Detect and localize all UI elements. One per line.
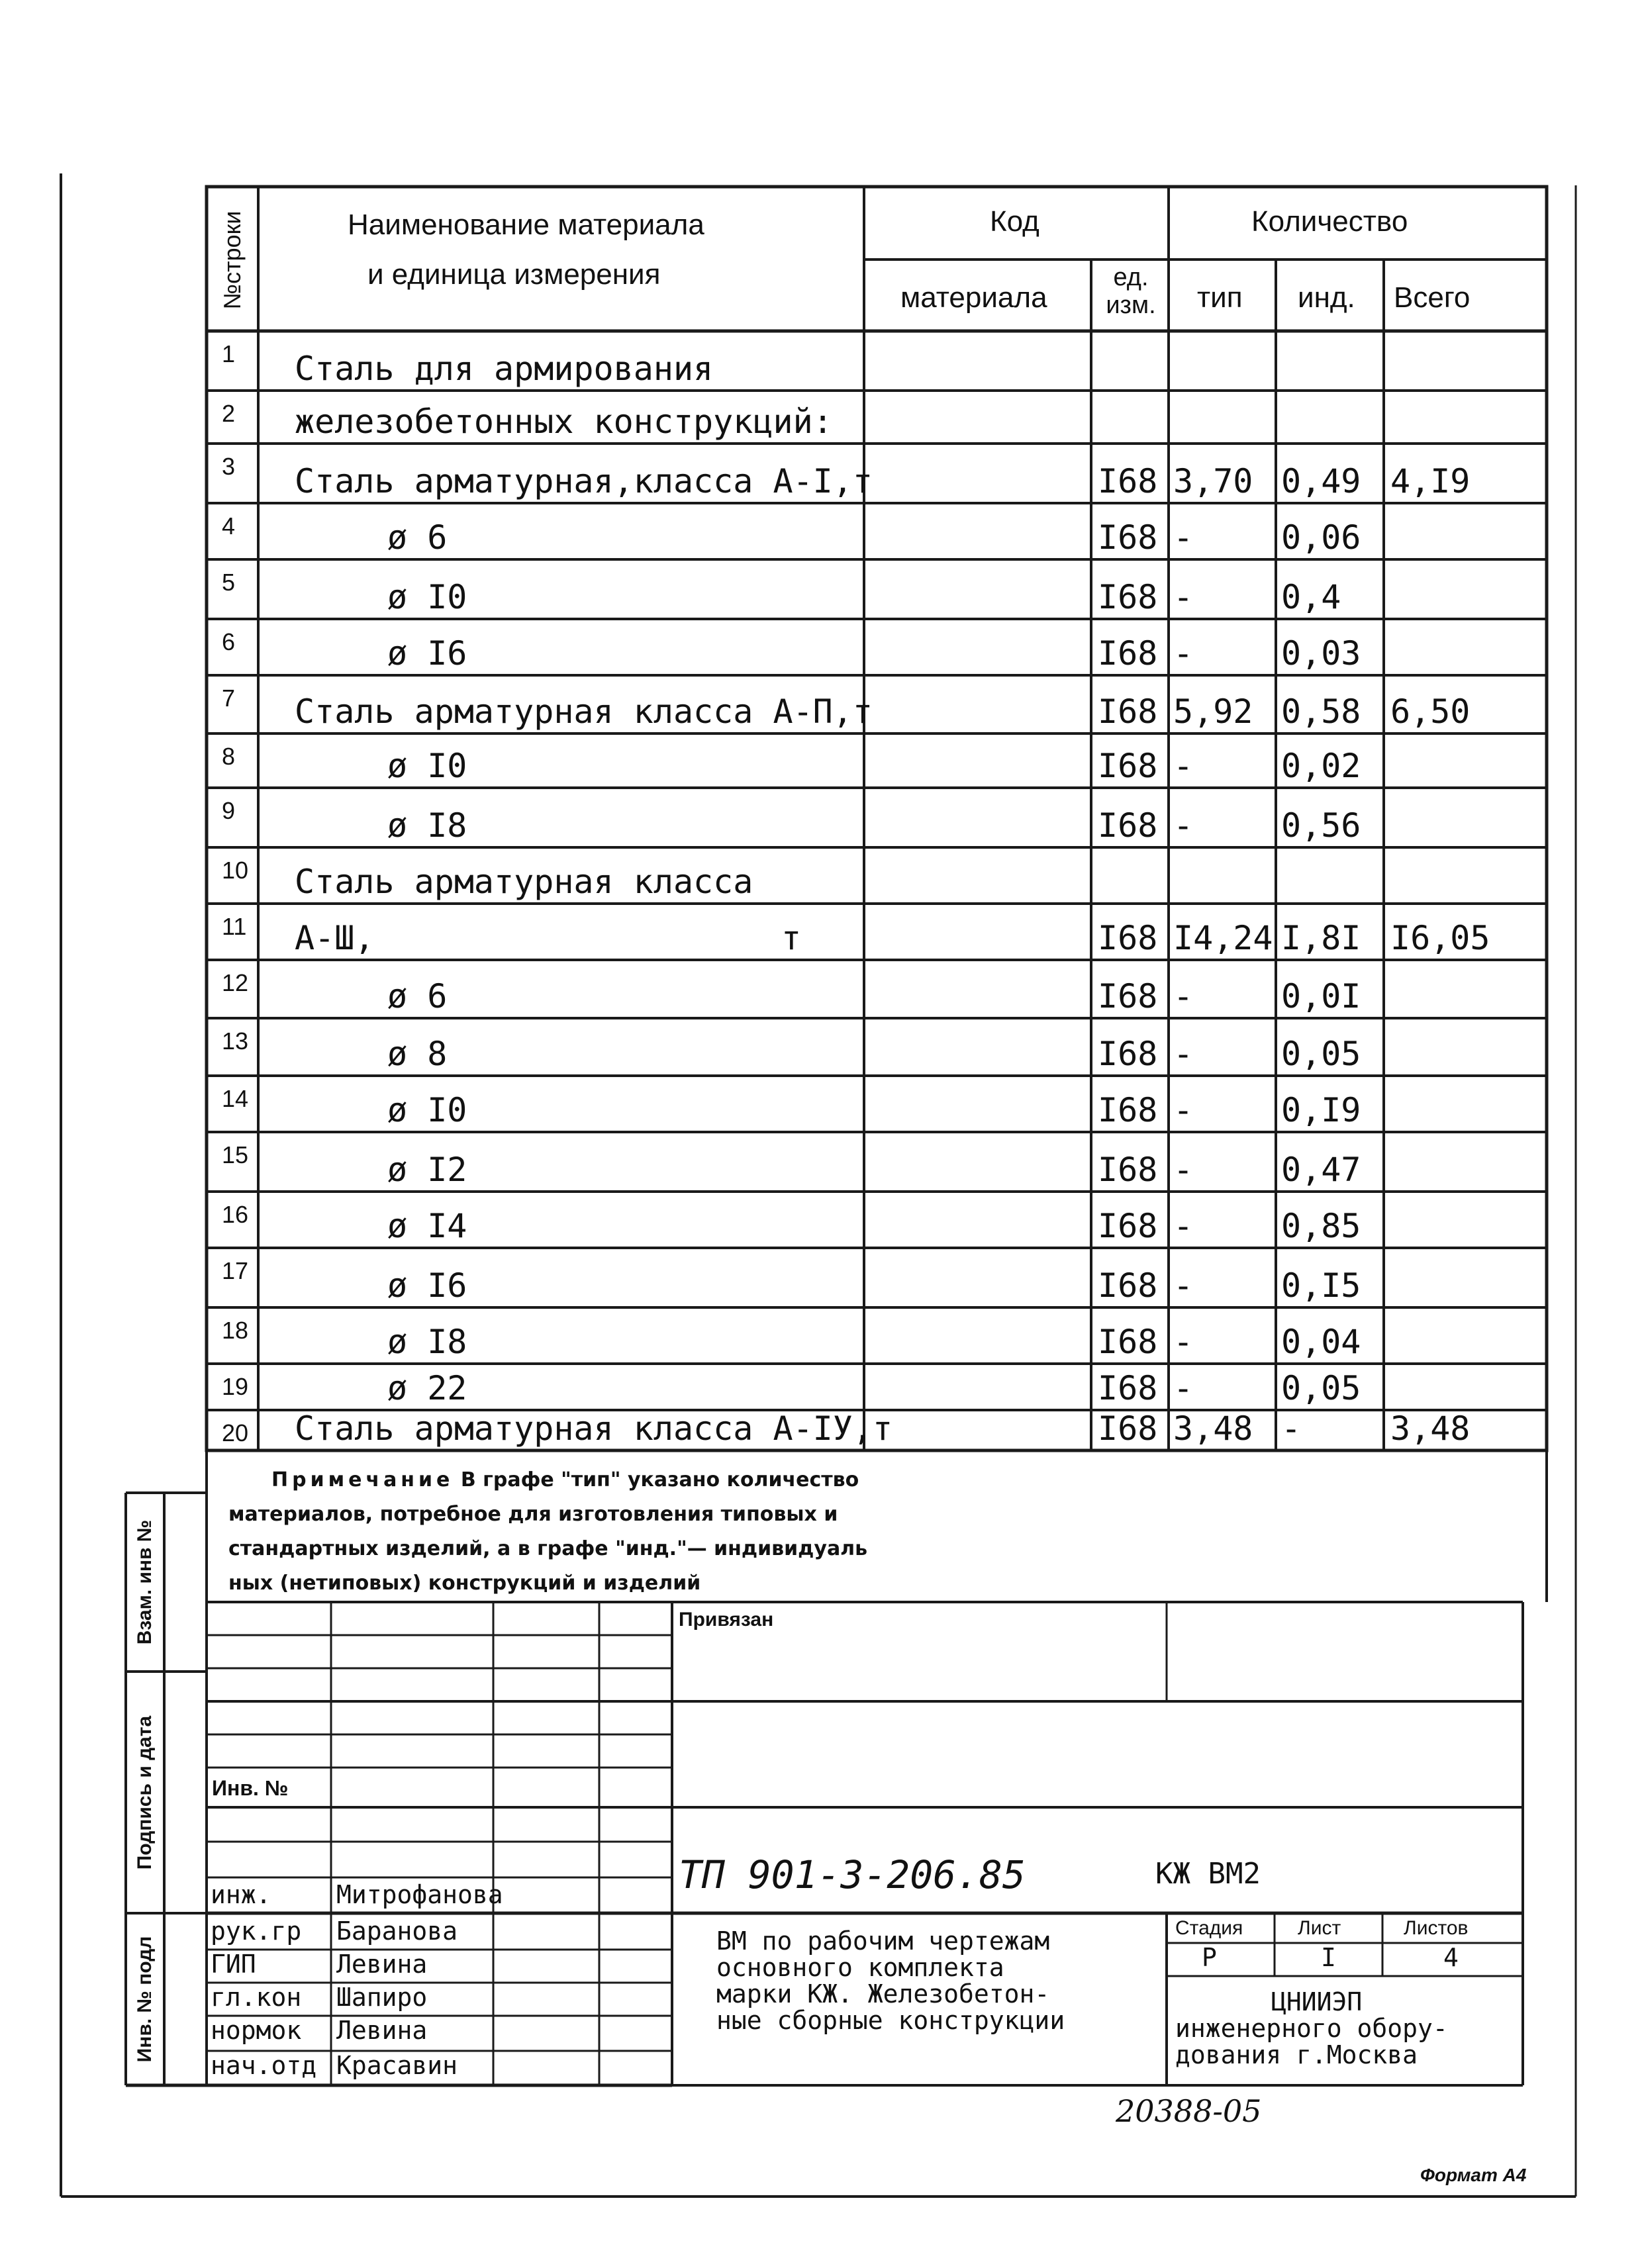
qty-type: -	[1173, 1091, 1194, 1129]
stamp-person-role: нач.отд	[211, 2051, 317, 2080]
unit-code: I68	[1098, 806, 1158, 845]
row-number: 9	[222, 797, 236, 824]
qty-ind: 0,58	[1281, 692, 1361, 731]
unit-code: I68	[1098, 747, 1158, 785]
unit-code: I68	[1098, 518, 1158, 557]
qty-type: -	[1173, 1151, 1194, 1189]
stamp-title-4: ные сборные конструкции	[716, 2006, 1065, 2035]
material-name: Сталь арматурная класса А-IУ,т	[295, 1409, 893, 1448]
archive-number: 20388-05	[1116, 2093, 1262, 2129]
note-line3: стандартных изделий, а в графе "инд."— индивидуаль	[228, 1537, 868, 1560]
stamp-person-name: Митрофанова	[336, 1880, 503, 1909]
qty-ind: -	[1281, 1409, 1302, 1448]
stamp-person-name: Баранова	[336, 1916, 458, 1946]
qty-type: 5,92	[1173, 692, 1253, 731]
qty-ind: 0,06	[1281, 518, 1361, 557]
material-name: ø I4	[387, 1207, 467, 1245]
material-name: А-Ш,	[295, 919, 375, 957]
stamp-person-role: гл.кон	[211, 1983, 302, 2012]
unit-code: I68	[1098, 1035, 1158, 1073]
qty-ind: 0,02	[1281, 747, 1361, 785]
stamp-org-2: инженерного обору-	[1175, 2014, 1448, 2043]
row-number: 3	[222, 453, 236, 480]
header-qty-total: Всего	[1394, 281, 1471, 314]
material-name: ø 22	[387, 1369, 467, 1407]
row-number: 11	[222, 913, 247, 940]
row-number: 5	[222, 569, 236, 596]
unit-code: I68	[1098, 977, 1158, 1016]
material-name: ø I6	[387, 1266, 467, 1305]
material-name: Сталь арматурная класса	[295, 863, 753, 901]
stamp-doc-code: ТП 901-3-206.85	[679, 1852, 1026, 1897]
qty-type: -	[1173, 1266, 1194, 1305]
stamp-inv-no: Инв. №	[212, 1776, 289, 1800]
format-label: Формат А4	[1420, 2165, 1527, 2185]
qty-ind: 0,I9	[1281, 1091, 1361, 1129]
stamp-person-role: инж.	[211, 1880, 271, 1909]
qty-ind: 0,0I	[1281, 977, 1361, 1016]
material-name: Сталь арматурная класса А-П,т	[295, 692, 873, 731]
note-line1	[271, 1468, 859, 1491]
header-code: Код	[990, 205, 1039, 238]
qty-ind: 0,03	[1281, 634, 1361, 673]
qty-type: 3,70	[1173, 462, 1253, 500]
header-qty-type: тип	[1197, 281, 1243, 314]
qty-type: -	[1173, 977, 1194, 1016]
unit-code: I68	[1098, 1323, 1158, 1361]
side-label-podpis: Подпись и дата	[134, 1715, 156, 1870]
stamp-stage-value: Р	[1202, 1943, 1217, 1972]
material-name: ø 6	[387, 977, 448, 1016]
stamp-title-3: марки КЖ. Железобетон-	[716, 1979, 1050, 2008]
stamp-stage-label: Стадия	[1175, 1917, 1243, 1939]
material-name: ø I8	[387, 1323, 467, 1361]
stamp-person-name: Красавин	[336, 2051, 458, 2080]
header-quantity: Количество	[1251, 205, 1408, 238]
unit-code: I68	[1098, 692, 1158, 731]
stamp-person-role: ГИП	[211, 1950, 256, 1979]
qty-ind: 0,04	[1281, 1323, 1361, 1361]
qty-ind: 0,85	[1281, 1207, 1361, 1245]
material-name: Сталь арматурная,класса А-I,т	[295, 462, 873, 500]
qty-type: -	[1173, 578, 1194, 616]
qty-ind: 0,47	[1281, 1151, 1361, 1189]
header-code-unit: ед. изм.	[1106, 263, 1156, 319]
qty-type: -	[1173, 1035, 1194, 1073]
stamp-sheet-label: Лист	[1298, 1917, 1341, 1939]
row-number: 8	[222, 743, 236, 770]
header-name-line2: и единица измерения	[367, 258, 661, 291]
row-number: 18	[222, 1317, 249, 1344]
row-number: 14	[222, 1085, 249, 1112]
row-number: 20	[222, 1419, 249, 1446]
stamp-org-3: дования г.Москва	[1175, 2040, 1418, 2069]
qty-type: -	[1173, 1369, 1194, 1407]
material-name: ø I0	[387, 578, 467, 616]
qty-type: -	[1173, 1207, 1194, 1245]
row-number: 6	[222, 628, 236, 655]
stamp-person-role: рук.гр	[211, 1916, 302, 1946]
stamp-sheets-label: Листов	[1404, 1917, 1469, 1939]
unit-code: I68	[1098, 634, 1158, 673]
side-label-vzam: Взам. инв №	[134, 1519, 156, 1645]
material-name: ø 8	[387, 1035, 448, 1073]
row-number: 2	[222, 400, 236, 427]
row-number: 19	[222, 1373, 249, 1400]
unit-code: I68	[1098, 919, 1158, 957]
unit-code: I68	[1098, 1266, 1158, 1305]
qty-type: -	[1173, 806, 1194, 845]
unit-code: I68	[1098, 1369, 1158, 1407]
stamp-org-1: ЦНИИЭП	[1271, 1987, 1363, 2016]
header-row-number: №строки	[218, 211, 246, 310]
stamp-person-role: нормок	[211, 2016, 302, 2045]
qty-ind: 0,05	[1281, 1369, 1361, 1407]
row-number: 17	[222, 1257, 249, 1284]
qty-type: -	[1173, 634, 1194, 673]
qty-type: -	[1173, 1323, 1194, 1361]
unit-code: I68	[1098, 1409, 1158, 1448]
stamp-privyazan: Привязан	[679, 1609, 774, 1630]
qty-type: -	[1173, 518, 1194, 557]
material-name: ø I0	[387, 747, 467, 785]
row-number: 7	[222, 685, 236, 712]
note-text-1: В графе "тип" указано количество	[460, 1468, 859, 1491]
unit-code: I68	[1098, 1151, 1158, 1189]
stamp-sheets-value: 4	[1443, 1943, 1459, 1972]
header-name-line1: Наименование материала	[348, 209, 704, 241]
note-title: Примечание	[271, 1468, 454, 1491]
header-code-material: материала	[900, 281, 1047, 314]
unit-code: I68	[1098, 1091, 1158, 1129]
material-name: Сталь для армирования	[295, 350, 714, 388]
side-label-inv-podl: Инв. № подл	[134, 1936, 156, 2063]
unit-code: I68	[1098, 578, 1158, 616]
row-number: 16	[222, 1201, 249, 1228]
qty-ind: 0,05	[1281, 1035, 1361, 1073]
note-line4: ных (нетиповых) конструкций и изделий	[228, 1572, 701, 1595]
qty-ind: 0,56	[1281, 806, 1361, 845]
stamp-mark: КЖ ВМ2	[1155, 1857, 1261, 1891]
stamp-sheet-value: I	[1321, 1943, 1336, 1972]
note-line2: материалов, потребное для изготовления типовых и	[228, 1503, 838, 1526]
qty-total: 3,48	[1390, 1409, 1471, 1448]
qty-ind: 0,4	[1281, 578, 1341, 616]
qty-total: 6,50	[1390, 692, 1471, 731]
row-number: 1	[222, 340, 236, 367]
material-name: ø I0	[387, 1091, 467, 1129]
qty-total: I6,05	[1390, 919, 1490, 957]
qty-type: I4,24	[1173, 919, 1273, 957]
qty-ind: 0,49	[1281, 462, 1361, 500]
qty-ind: I,8I	[1281, 919, 1361, 957]
material-name: ø I2	[387, 1151, 467, 1189]
material-name: ø 6	[387, 518, 448, 557]
unit-code: I68	[1098, 462, 1158, 500]
qty-type: -	[1173, 747, 1194, 785]
material-name: железобетонных конструкций:	[295, 402, 833, 441]
stamp-title-1: ВМ по рабочим чертежам	[716, 1926, 1050, 1956]
material-name: ø I6	[387, 634, 467, 673]
row-number: 10	[222, 857, 249, 884]
material-unit-suffix: т	[781, 919, 802, 957]
stamp-person-name: Левина	[336, 2016, 428, 2045]
qty-type: 3,48	[1173, 1409, 1253, 1448]
material-name: ø I8	[387, 806, 467, 845]
qty-total: 4,I9	[1390, 462, 1471, 500]
row-number: 12	[222, 969, 249, 996]
stamp-person-name: Левина	[336, 1950, 428, 1979]
qty-ind: 0,I5	[1281, 1266, 1361, 1305]
unit-code: I68	[1098, 1207, 1158, 1245]
stamp-person-name: Шапиро	[336, 1983, 428, 2012]
header-qty-ind: инд.	[1298, 281, 1355, 314]
row-number: 13	[222, 1027, 249, 1055]
row-number: 4	[222, 512, 236, 540]
stamp-title-2: основного комплекта	[716, 1953, 1004, 1982]
row-number: 15	[222, 1141, 249, 1168]
